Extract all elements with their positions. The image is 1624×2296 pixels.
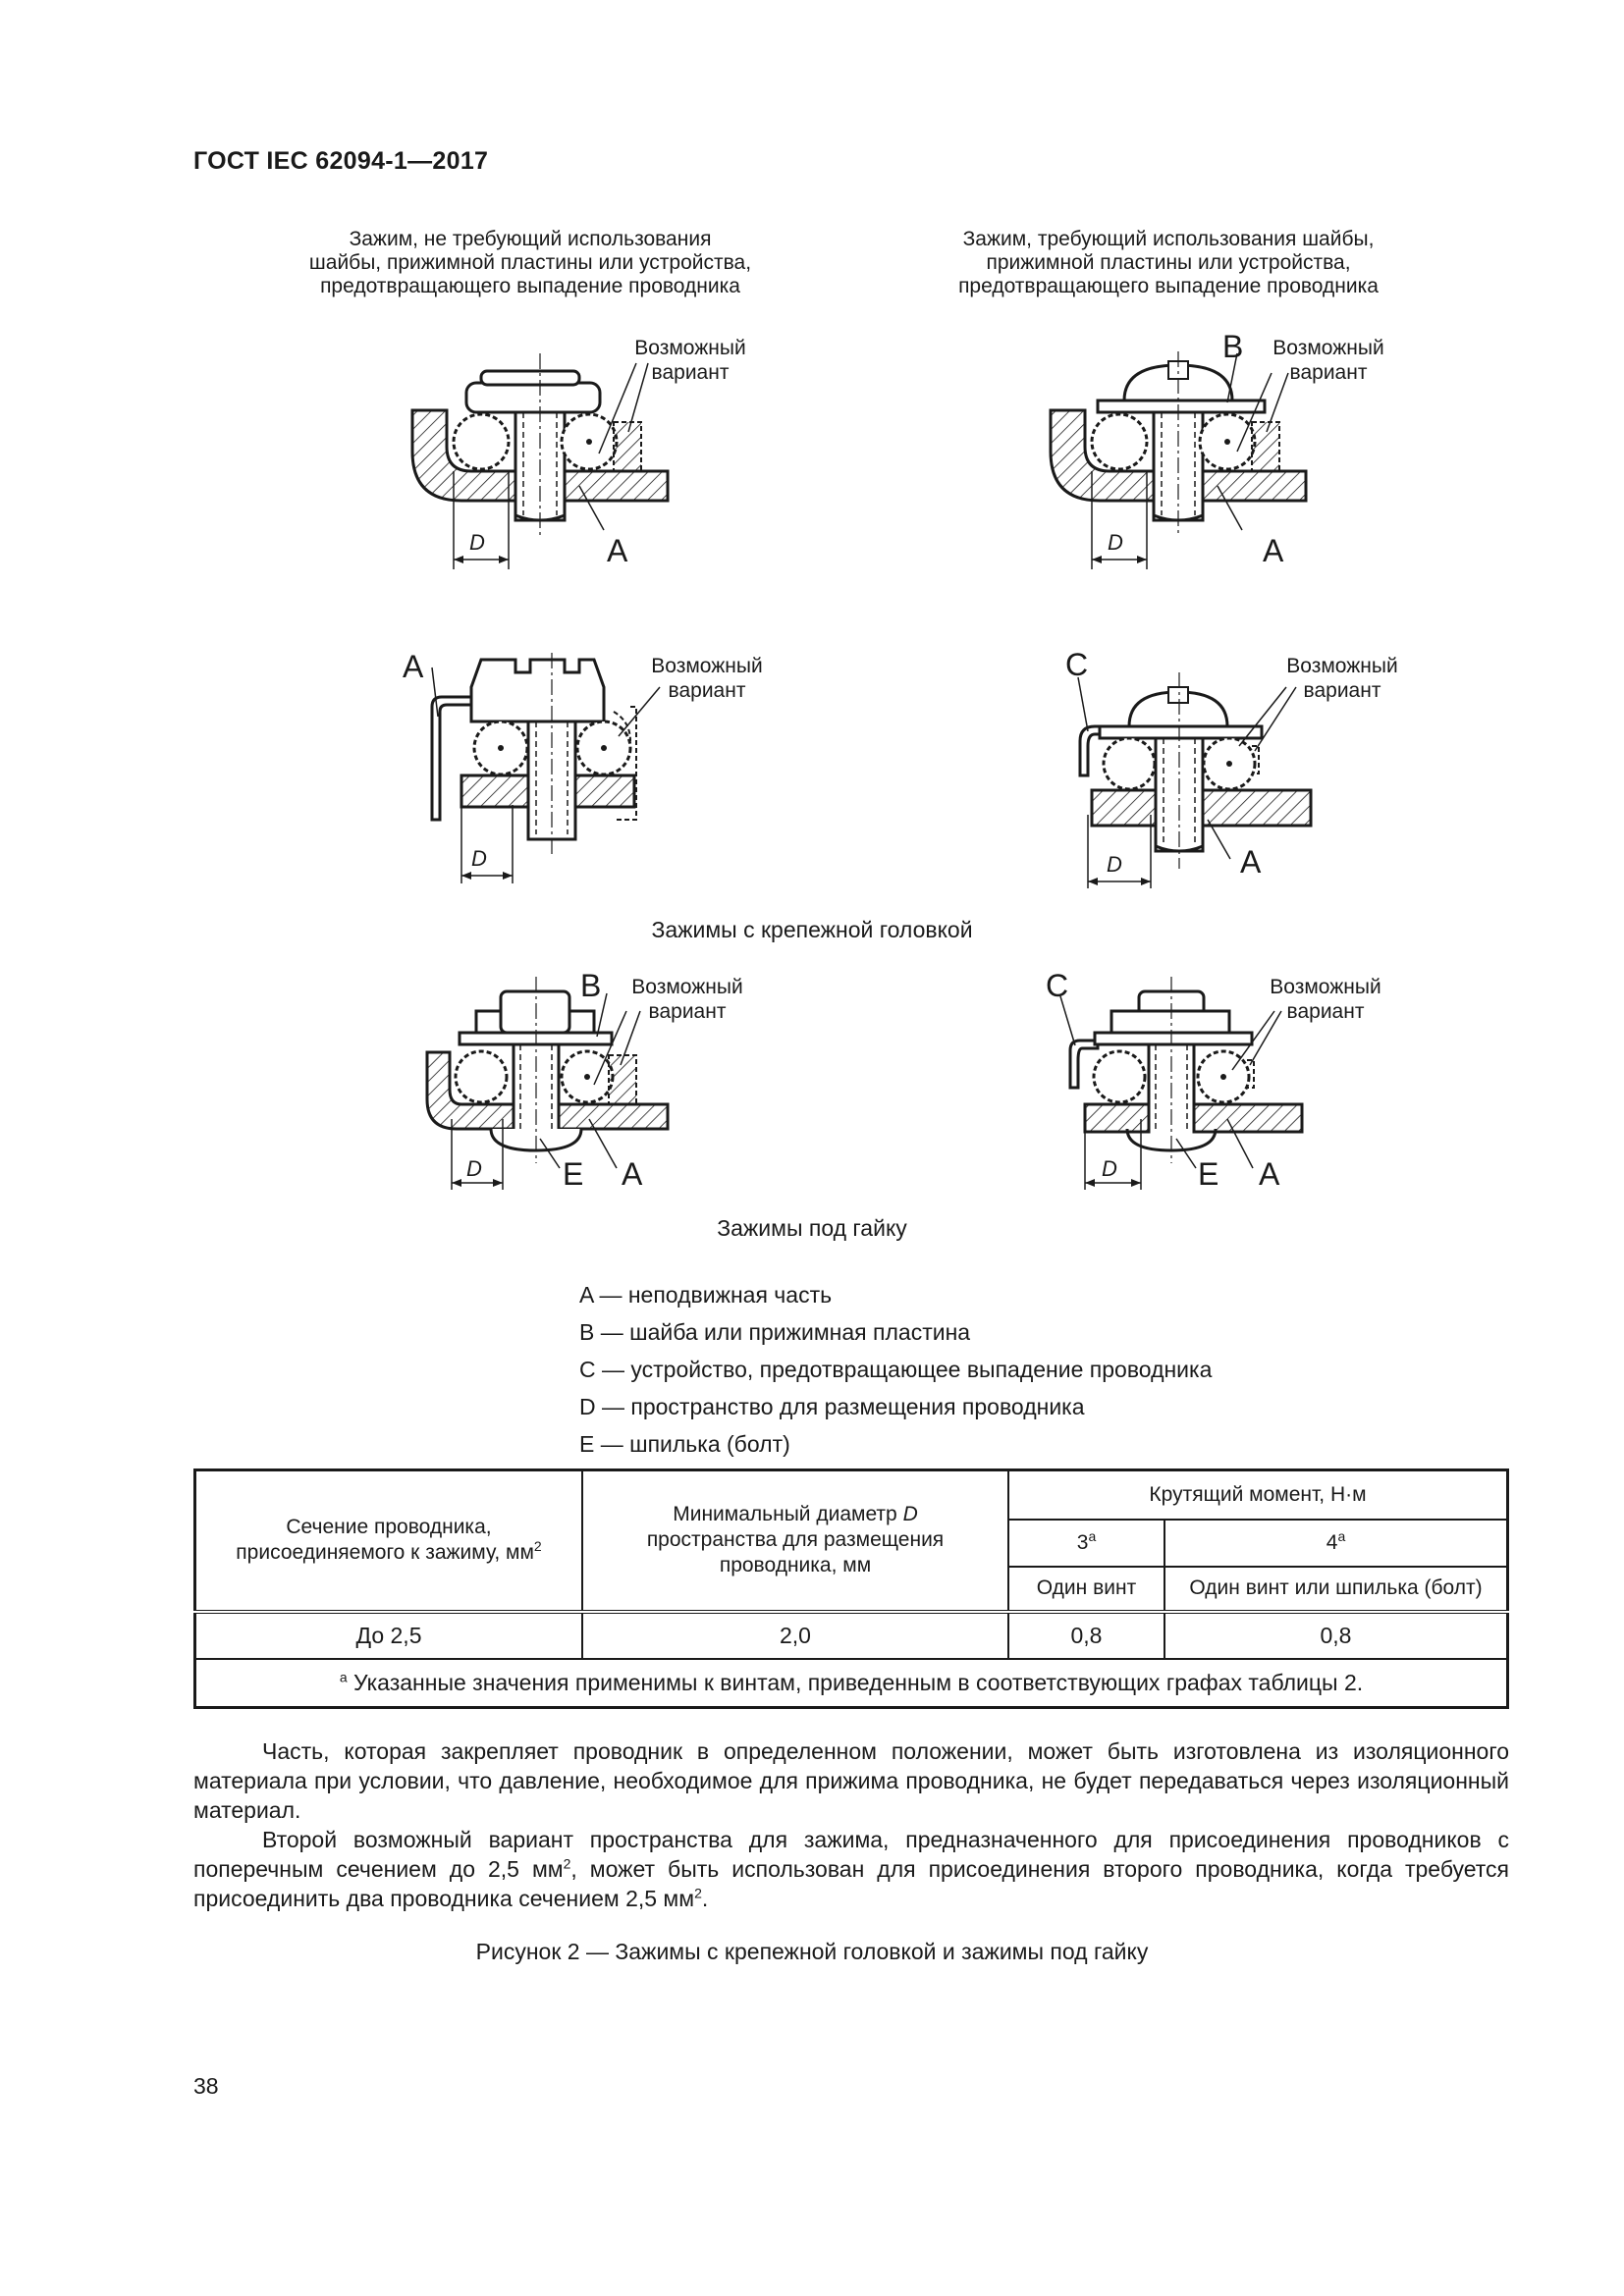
variant-label — [1269, 654, 1416, 703]
header-section — [195, 1470, 583, 1612]
header-diameter — [582, 1470, 1008, 1612]
caption-line: Зажим, не требующий использования — [349, 228, 712, 250]
variant-line2: вариант — [668, 679, 746, 702]
label-d: D — [1108, 530, 1123, 555]
document-header: ГОСТ IEC 62094-1—2017 — [193, 147, 489, 175]
superscript: 2 — [533, 1538, 542, 1555]
caption-left-top — [275, 228, 785, 298]
label-d: D — [466, 1156, 482, 1181]
header-text: D — [902, 1503, 918, 1526]
label-e: E — [563, 1156, 584, 1192]
variant-label — [617, 336, 764, 385]
header-text: 3 — [1076, 1530, 1089, 1554]
page-number: 38 — [193, 2073, 219, 2099]
para-text: Второй возможный вариант пространства для зажима, предназначенного для присоединения проводников с поперечным сечением до 2,5 мм — [193, 1827, 1509, 1882]
caption-line: шайбы, прижимной пластины или устройства, — [308, 251, 752, 274]
variant-line1: Возможный — [634, 337, 746, 359]
variant-line2: вариант — [651, 361, 730, 384]
variant-label — [614, 975, 761, 1024]
label-d: D — [1102, 1156, 1117, 1181]
header-text: присоединяемого к зажиму, мм — [236, 1541, 534, 1565]
variant-line2: вариант — [648, 1000, 727, 1023]
legend-item: D — пространство для размещения проводника — [579, 1394, 1085, 1419]
header-text: проводника, мм — [719, 1554, 872, 1577]
label-a: A — [1263, 533, 1284, 568]
paragraph-1: Часть, которая закрепляет проводник в определенном положении, может быть изготовлена из изоляционного материала при условии, что давление, необходимое для прижима проводника, не будет передаваться через изоляционный материал. — [193, 1738, 1509, 1823]
legend-item: C — устройство, предотвращающее выпадение проводника — [579, 1357, 1213, 1382]
label-b: B — [580, 968, 602, 1003]
label-e: E — [1198, 1156, 1219, 1192]
header-torque: Крутящий момент, Н·м — [1008, 1470, 1508, 1520]
table-footnote — [195, 1659, 1508, 1708]
legend-item: B — шайба или прижимная пластина — [579, 1319, 971, 1345]
header-3 — [1008, 1520, 1164, 1567]
variant-line2: вариант — [1303, 679, 1381, 702]
label-a: A — [622, 1156, 643, 1192]
label-c: C — [1065, 647, 1089, 682]
caption-right-top — [913, 228, 1424, 298]
header-text: Минимальный диаметр — [673, 1503, 897, 1526]
label-c: C — [1046, 968, 1069, 1003]
caption-line: предотвращающего выпадение проводника — [320, 275, 740, 297]
variant-label — [1255, 336, 1402, 385]
superscript: a — [339, 1669, 348, 1685]
label-a: A — [403, 649, 424, 684]
label-a: A — [607, 533, 628, 568]
variant-label — [633, 654, 781, 703]
variant-line2: вариант — [1289, 361, 1368, 384]
group-title-nut: Зажимы под гайку — [717, 1215, 907, 1241]
para-text: . — [701, 1886, 709, 1911]
header-4 — [1164, 1520, 1508, 1567]
variant-line2: вариант — [1286, 1000, 1365, 1023]
cell-torque4: 0,8 — [1164, 1612, 1508, 1659]
caption-line: предотвращающего выпадение проводника — [958, 275, 1379, 297]
label-a: A — [1259, 1156, 1280, 1192]
variant-line1: Возможный — [1270, 976, 1381, 998]
variant-label — [1252, 975, 1399, 1024]
cell-torque3: 0,8 — [1008, 1612, 1164, 1659]
label-d: D — [1107, 852, 1122, 877]
torque-table — [193, 1468, 1509, 1709]
header-one-screw: Один винт — [1008, 1567, 1164, 1612]
header-one-screw-or-stud: Один винт или шпилька (болт) — [1164, 1567, 1508, 1612]
label-d: D — [471, 846, 487, 871]
paragraph-2 — [193, 1825, 1509, 1913]
caption-line: Зажим, требующий использования шайбы, — [962, 228, 1375, 250]
variant-line1: Возможный — [651, 655, 763, 677]
legend-item: E — шпилька (болт) — [579, 1431, 790, 1457]
label-d: D — [469, 530, 485, 555]
figure-caption: Рисунок 2 — Зажимы с крепежной головкой и зажимы под гайку — [475, 1939, 1149, 1964]
superscript: 2 — [694, 1885, 702, 1901]
header-text: пространства для размещения — [646, 1528, 945, 1552]
legend-item: A — неподвижная часть — [579, 1282, 833, 1308]
header-text: Сечение проводника, — [286, 1516, 492, 1539]
footnote-text: Указанные значения применимы к винтам, приведенным в соответствующих графах таблицы 2. — [347, 1669, 1364, 1695]
variant-line1: Возможный — [631, 976, 743, 998]
superscript: a — [1337, 1527, 1346, 1544]
para-text: , может быть использован для присоединения второго проводника, когда требуется присоединить два проводника сечением 2,5 мм — [193, 1856, 1510, 1911]
label-b: B — [1222, 329, 1244, 364]
variant-line1: Возможный — [1286, 655, 1398, 677]
label-a: A — [1240, 844, 1262, 880]
variant-line1: Возможный — [1272, 337, 1384, 359]
legend — [579, 1276, 1212, 1463]
superscript: 2 — [563, 1855, 571, 1872]
group-title-head: Зажимы с крепежной головкой — [651, 917, 973, 942]
superscript: a — [1088, 1527, 1097, 1544]
cell-section: До 2,5 — [195, 1612, 583, 1659]
header-text: 4 — [1326, 1530, 1338, 1554]
cell-diameter: 2,0 — [582, 1612, 1008, 1659]
caption-line: прижимной пластины или устройства, — [986, 251, 1351, 274]
